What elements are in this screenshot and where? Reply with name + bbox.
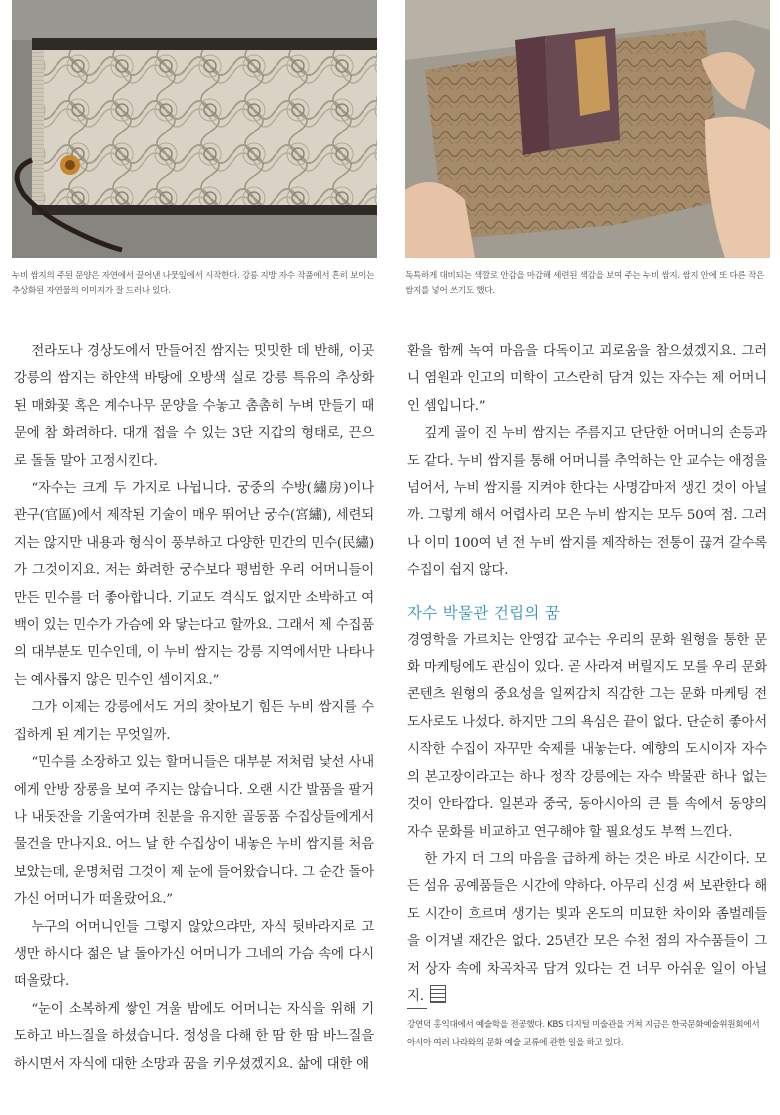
right-text-column bbox=[407, 338, 767, 1010]
quote-paragraph: “자수는 크게 두 가지로 나뉩니다. 궁중의 수방(繡房)이나 관구(官區)에서 제작된 기술이 매우 뛰어난 궁수(宮繡), 세련되지는 않지만 내용과 형식이 풍부하고 다양한 민간의 민수(民繡)가 그것이지요. 저는 화려한 궁수보다 평범한 우리 어머니들이 만든 민수를 더 좋아합니다. 기교도 격식도 없지만 소박하고 여백이 있는 민수가 가슴에 와 닿는다고 할까요. 그래서 제 수집품의 대부분도 민수인데, 이 누비 쌈지는 강릉 지역에서만 나타나는 예사롭지 않은 민수인 셈이지요.” bbox=[14, 481, 374, 688]
section-heading: 자수 박물관 건립의 꿈 bbox=[407, 603, 561, 622]
author-divider bbox=[407, 1008, 427, 1009]
quote-paragraph: “민수를 소장하고 있는 할머니들은 대부분 저처럼 낯선 사내에게 안방 장롱을 보여 주지는 않습니다. 오랜 시간 발품을 팔거나 내돗잔을 기울여가며 친분을 유지한 골동품 수집상들에게서 물건을 만나지요. 어느 날 한 수집상이 내놓은 누비 쌈지를 처음 보았는데, 운명처럼 그것이 제 눈에 들어왔습니다. 그 순간 돌아가신 어머니가 떠올랐어요.” bbox=[14, 755, 374, 908]
left-text-column bbox=[14, 338, 374, 1078]
author-bio: 강연덕 홍익대에서 예술학을 전공했다. KBS 디지털 미술관을 거쳐 지금은 한국문화예술위원회에서 아시아 여러 나라와의 문화 예술 교류에 관한 일을 하고 있다. bbox=[407, 1020, 760, 1048]
body-paragraph: 깊게 골이 진 누비 쌈지는 주름지고 단단한 어머니의 손등과도 같다. 누비 쌈지를 통해 어머니를 추억하는 안 교수는 애정을 넘어서, 누비 쌈지를 지켜야 한다는 사명감마저 생긴 것이 아닐까. 그렇게 해서 어렵사리 모은 누비 쌈지는 모두 50여 점. 그러나 이미 100여 년 전 누비 쌈지를 제작하는 전통이 끊겨 갈수록 수집이 쉽지 않다. bbox=[407, 426, 767, 579]
body-paragraph: 누구의 어머니인들 그렇지 않았으랴만, 자식 뒷바라지로 고생만 하시다 젊은 날 돌아가신 어머니가 그네의 가슴 속에 다시 떠올랐다. bbox=[14, 919, 374, 990]
body-paragraph: 전라도나 경상도에서 만들어진 쌈지는 밋밋한 데 반해, 이곳 강릉의 쌈지는 하얀색 바탕에 오방색 실로 강릉 특유의 추상화된 매화꽃 혹은 계수나무 문양을 수놓고 촘촘히 누벼 만들기 때문에 참 화려하다. 대개 접을 수 있는 3단 지갑의 형태로, 끈으로 돌돌 말아 고정시킨다. bbox=[14, 344, 374, 469]
continued-quote-paragraph: 환을 함께 녹여 마음을 다독이고 괴로움을 참으셨겠지요. 그러니 염원과 인고의 미학이 고스란히 담겨 있는 자수는 제 어머니인 셈입니다.” bbox=[407, 344, 767, 414]
closing-paragraph-text: 한 가지 더 그의 마음을 급하게 하는 것은 바로 시간이다. 모든 섬유 공예품들은 시간에 약하다. 아무리 신경 써 보관한다 해도 시간이 흐르며 생기는 빛과 온도의 미묘한 차이와 좀벌레들을 이겨낼 재간은 없다. 25년간 모은 수천 점의 자수품들이 그저 상자 속에 차곡차곡 담겨 있다는 건 너무 아쉬운 일이 아닐지. bbox=[407, 851, 767, 1004]
quilted-pouch-photo bbox=[12, 0, 377, 258]
body-paragraph: 그가 이제는 강릉에서도 거의 찾아보기 힘든 누비 쌈지를 수집하게 된 계기는 무엇일까. bbox=[14, 700, 374, 743]
closing-paragraph bbox=[407, 846, 767, 1010]
right-photo-caption: 독특하게 대비되는 색깔로 안감을 마감해 세련된 색감을 보여 주는 누비 쌈지. 쌈지 안에 또 다른 작은 쌈지를 넣어 쓰기도 했다. bbox=[405, 271, 764, 296]
quote-paragraph: “눈이 소복하게 쌓인 겨울 밤에도 어머니는 자식을 위해 기도하고 바느질을 하셨습니다. 정성을 다해 한 땀 한 땀 바느질을 하시면서 자식에 대한 소망과 꿈을 키우셨겠지요. 삶에 대한 애 bbox=[14, 1001, 374, 1072]
left-photo-caption: 누비 쌈지의 주된 문양은 자연에서 끌어낸 나뭇잎에서 시작한다. 강릉 지방 자수 작품에서 흔히 보이는 추상화된 자연물의 이미지가 잘 드러나 있다. bbox=[12, 271, 375, 296]
section-lead-paragraph: 경영학을 가르치는 안영갑 교수는 우리의 문화 원형을 통한 문화 마케팅에도 관심이 있다. 곧 사라져 버릴지도 모를 우리 문화 콘텐츠 원형의 중요성을 일찌감치 직감한 그는 문화 마케팅 전도사로도 나섰다. 하지만 그의 욕심은 끝이 없다. 단순히 좋아서 시작한 수집이 자꾸만 숙제를 내놓는다. 예향의 도시이자 자수의 본고장이라고는 하나 정작 강릉에는 자수 박물관 하나 없는 것이 안타깝다. 일본과 중국, 동아시아의 큰 틀 속에서 동양의 자수 문화를 비교하고 연구해야 할 필요성도 부쩍 느낀다. bbox=[407, 632, 767, 840]
end-of-article-seal-icon bbox=[430, 985, 446, 1003]
hands-holding-pouch-photo bbox=[405, 0, 770, 258]
